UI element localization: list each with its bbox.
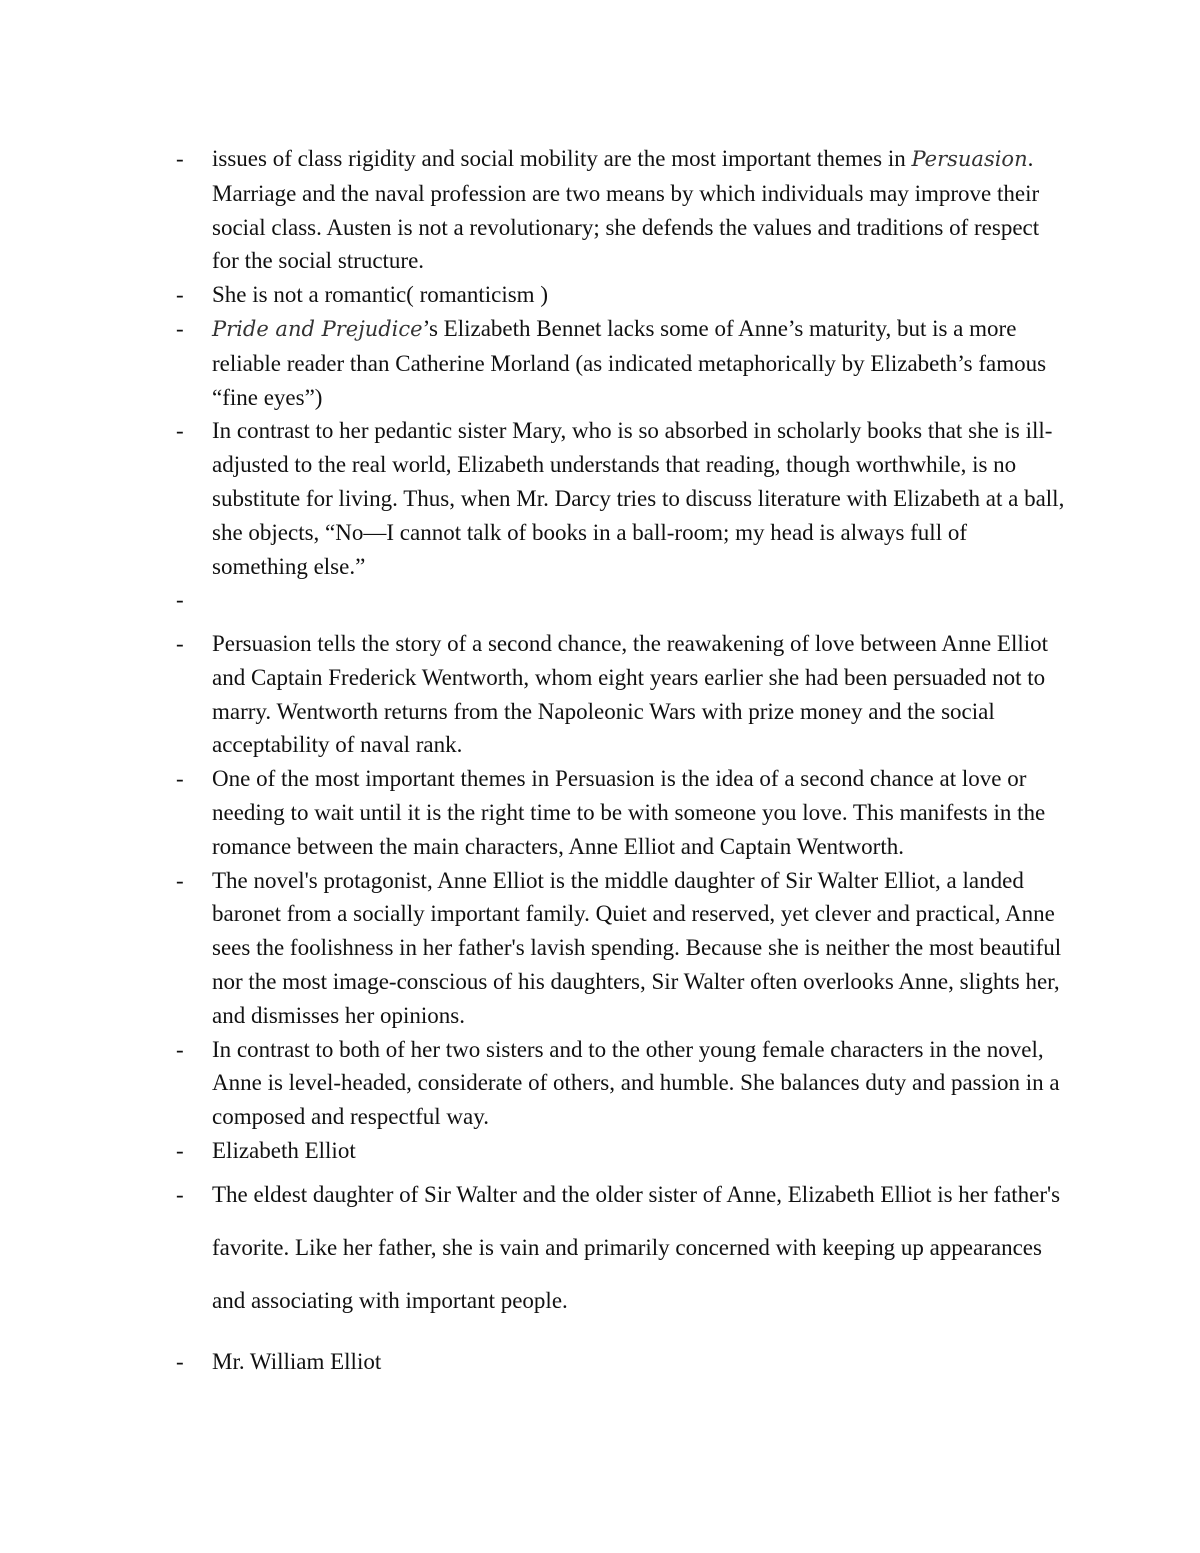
bullet-dash: - [176,1137,184,1163]
text-segment: The novel's protagonist, Anne Elliot is the middle daughter of Sir Walter Elliot, a landed baronet from a socially important family. Quiet and reserved, yet clever and practical, Anne sees the foolishness in her father's lavish spending. Because she is neither the most beautiful nor the most image-conscious of his daughters, Sir Walter often overlooks Anne, slights her, and dismisses her opinions. [212,867,1062,1028]
book-title-persuasion: Persuasion [911,147,1028,171]
bullet-dash: - [176,1181,184,1207]
list-item-empty [176,583,1066,627]
text-segment: issues of class rigidity and social mobility are the most important themes in [212,146,912,171]
bullet-dash: - [176,1348,184,1374]
text-segment: One of the most important themes in Persuasion is the idea of a second chance at love or needing to wait until it is the right time to be with someone you love. This manifests in the romance between the main characters, Anne Elliot and Captain Wentworth. [212,766,1046,859]
list-item-text [212,278,1066,312]
text-segment: She is not a romantic( romanticism ) [212,282,548,308]
character-heading-william-elliot: Mr. William Elliot [212,1348,382,1374]
bullet-dash: - [176,418,184,444]
bullet-dash: - [176,1036,184,1062]
bullet-dash: - [176,282,184,308]
list-item-text [212,1168,1066,1327]
text-segment: In contrast to both of her two sisters and to the other young female characters in the novel, Anne is level-headed, considerate of others, and humble. She balances duty and passion in a composed and respectful way. [212,1036,1060,1130]
list-item [176,142,1066,278]
bullet-dash: - [176,587,184,613]
list-item [176,414,1066,583]
list-item-text [212,414,1066,583]
notes-bullet-list [176,142,1066,1379]
list-item-text [212,1033,1066,1134]
text-segment: Persuasion tells the story of a second chance, the reawakening of love between Anne Elliot and Captain Frederick Wentworth, whom eight years earlier she had been persuaded not to marry. Wentworth returns from the Napoleonic Wars with prize money and the social acceptability of naval rank. [212,630,1049,758]
list-item-text [212,142,1066,278]
list-item [176,864,1066,1033]
text-segment: The eldest daughter of Sir Walter and the older sister of Anne, Elizabeth Elliot is her father's favorite. Like her father, she is vain and primarily concerned with keeping up appearances and associating with important people. [212,1181,1061,1313]
list-item [176,1033,1066,1134]
list-item [176,312,1066,414]
bullet-dash: - [176,867,184,893]
list-item-text [212,1134,1066,1168]
list-item [176,1168,1066,1327]
list-item [176,1345,1066,1379]
bullet-dash: - [176,315,184,341]
text-segment: ’s Elizabeth Bennet lacks some of Anne’s maturity, but is a more reliable reader than Catherine Morland (as indicated metaphorically by Elizabeth’s famous “fine eyes”) [212,315,1047,410]
list-item-text [212,627,1066,762]
list-item [176,278,1066,312]
bullet-dash: - [176,630,184,656]
list-item-text [212,1345,1066,1379]
text-segment: In contrast to her pedantic sister Mary, who is so absorbed in scholarly books that she is ill-adjusted to the real world, Elizabeth understands that reading, though worthwhile, is no substitute for living. Thus, when Mr. Darcy tries to discuss literature with Elizabeth at a ball, she objects, “No—I cannot talk of books in a ball-room; my head is always full of something else.” [212,418,1065,579]
list-item-text [212,762,1066,863]
list-item [176,627,1066,762]
list-item-text [212,864,1066,1033]
character-heading-elizabeth-elliot: Elizabeth Elliot [212,1137,356,1163]
list-item [176,1134,1066,1168]
list-item-text [212,312,1066,414]
bullet-dash: - [176,146,184,171]
bullet-dash: - [176,766,184,792]
book-title-pride-and-prejudice: Pride and Prejudice [212,316,423,341]
list-item [176,762,1066,863]
text-segment: . Marriage and the naval profession are two means by which individuals may improve their social class. Austen is not a revolutionary; she defends the values and traditions of respect for the social structure. [212,146,1040,274]
